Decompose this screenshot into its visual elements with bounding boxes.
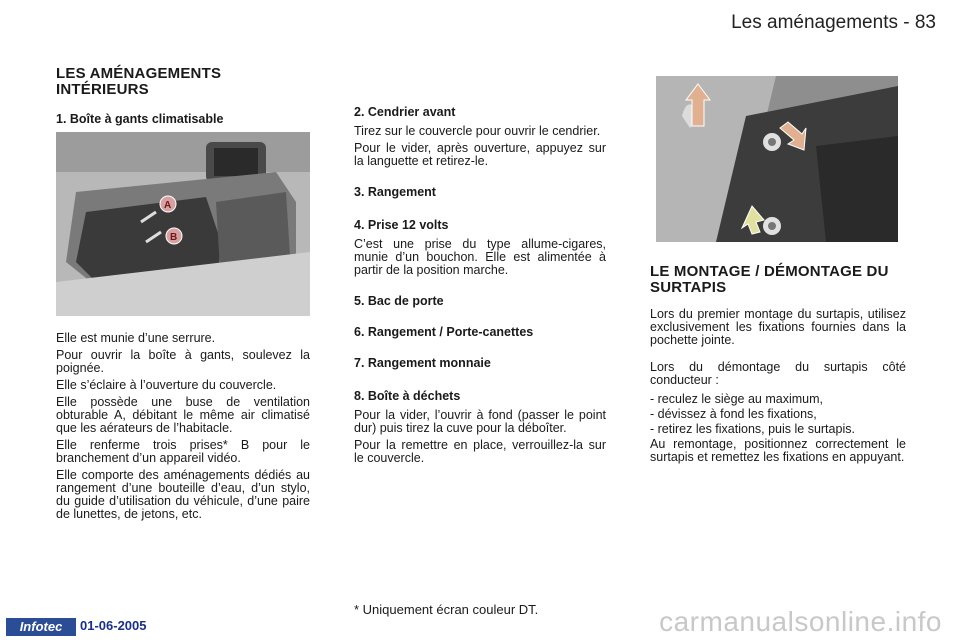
- paragraph: Au remontage, positionnez correctement le surtapis et remettez les fixations en appuyant.: [650, 437, 906, 464]
- removal-steps: [650, 393, 906, 436]
- paragraph: Lors du premier montage du surtapis, utilisez exclusivement les fixations fournies dans la pochette jointe.: [650, 307, 906, 347]
- paragraph: Elle s’éclaire à l’ouverture du couvercle.: [56, 378, 277, 392]
- callout-a: A: [164, 200, 172, 211]
- paragraph: Elle comporte des aménagements dédiés au rangement d’une bouteille d’eau, d’un stylo, du guide d’utilisation du véhicule, d’une paire de lunettes, de jetons, etc.: [56, 468, 310, 521]
- paragraph: Pour le vider, après ouverture, appuyez sur la languette et retirez-le.: [354, 141, 606, 168]
- item-6-title: 6. Rangement / Porte-canettes: [354, 325, 534, 339]
- middle-column: [354, 106, 606, 469]
- paragraph: Pour ouvrir la boîte à gants, soulevez la poignée.: [56, 348, 310, 375]
- section-title-interior: LES AMÉNAGEMENTS INTÉRIEURS: [56, 65, 222, 98]
- page-header: Les aménagements - 83: [731, 12, 936, 33]
- callout-b: B: [170, 232, 178, 243]
- glovebox-illustration: [56, 132, 310, 316]
- item-2-title: 2. Cendrier avant: [354, 105, 456, 119]
- paragraph: Tirez sur le couvercle pour ouvrir le cendrier.: [354, 124, 601, 138]
- item-7-title: 7. Rangement monnaie: [354, 356, 491, 370]
- floor-mat-illustration: [656, 76, 898, 242]
- list-item: - retirez les fixations, puis le surtapis.: [650, 422, 855, 436]
- item-4-title: 4. Prise 12 volts: [354, 218, 449, 232]
- paragraph: Elle renferme trois prises* B pour le branchement d’un appareil vidéo.: [56, 438, 310, 465]
- section-title-floor-mat: LE MONTAGE / DÉMONTAGE DU SURTAPIS: [650, 263, 889, 296]
- watermark: carmanualsonline.info: [659, 606, 942, 637]
- list-item: - dévissez à fond les fixations,: [650, 407, 817, 421]
- infotec-logo: Infotec: [6, 618, 76, 636]
- paragraph: C’est une prise du type allume-cigares, munie d’un bouchon. Elle est alimentée à partir de la position marche.: [354, 237, 606, 277]
- left-body-text: [56, 332, 310, 525]
- item-1-title: 1. Boîte à gants climatisable: [56, 112, 224, 126]
- item-3-title: 3. Rangement: [354, 185, 436, 199]
- footnote: * Uniquement écran couleur DT.: [354, 602, 539, 617]
- right-column: [650, 264, 906, 468]
- list-item: - reculez le siège au maximum,: [650, 392, 823, 406]
- glovebox-photo: [56, 132, 310, 316]
- paragraph: Elle est munie d’une serrure.: [56, 331, 216, 345]
- paragraph: Lors du démontage du surtapis côté conducteur :: [650, 360, 906, 387]
- paragraph: Pour la remettre en place, verrouillez-la sur le couvercle.: [354, 438, 606, 465]
- item-5-title: 5. Bac de porte: [354, 294, 444, 308]
- paragraph: Pour la vider, l’ouvrir à fond (passer le point dur) puis tirez la cuve pour la déboîter.: [354, 408, 606, 435]
- edition-date: 01-06-2005: [80, 618, 147, 633]
- left-column: [56, 66, 310, 126]
- paragraph: Elle possède une buse de ventilation obturable A, débitant le même air climatisé que les aérateurs de l’habitacle.: [56, 395, 310, 435]
- floor-mat-photo: [656, 76, 898, 242]
- item-8-title: 8. Boîte à déchets: [354, 389, 461, 403]
